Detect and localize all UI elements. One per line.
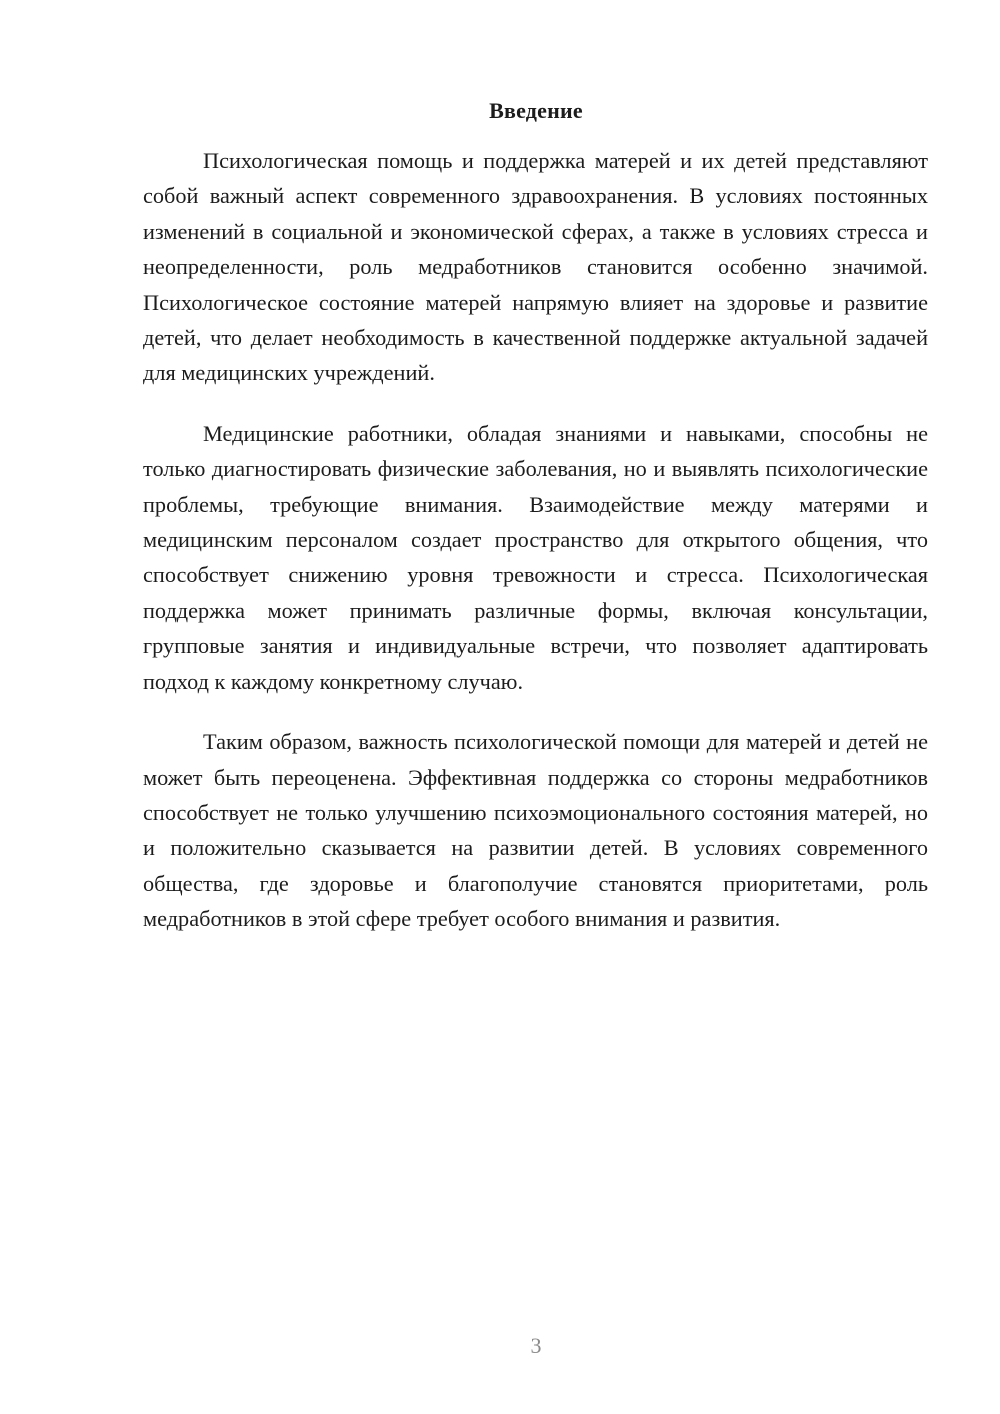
paragraph-3: Таким образом, важность психологической помощи для матерей и детей не может быть переоценена. Эффективная поддержка со стороны медработников способствует не только улучшению психоэмоционального состояния матерей, но и положительно сказывается на развитии детей. В условиях современного общества, где здоровье и благополучие становятся приоритетами, роль медработников в этой сфере требует особого внимания и развития.	[143, 729, 928, 932]
page-number: 3	[530, 1333, 542, 1358]
paragraph-1: Психологическая помощь и поддержка матерей и их детей представляют собой важный аспект современного здравоохранения. В условиях постоянных изменений в социальной и экономической сферах, а также в условиях стресса и неопределенности, роль медработников становится особенно значимой. Психологическое состояние матерей напрямую влияет на здоровье и развитие детей, что делает необходимость в качественной поддержке актуальной задачей для медицинских учреждений.	[143, 148, 928, 386]
section-title: Введение	[489, 98, 583, 123]
paragraph-2: Медицинские работники, обладая знаниями и навыками, способны не только диагностировать физические заболевания, но и выявлять психологические проблемы, требующие внимания. Взаимодействие между матерями и медицинским персоналом создает пространство для открытого общения, что способствует снижению уровня тревожности и стресса. Психологическая поддержка может принимать различные формы, включая консультации, групповые занятия и индивидуальные встречи, что позволяет адаптировать подход к каждому конкретному случаю.	[143, 420, 928, 694]
body-text	[143, 143, 928, 962]
